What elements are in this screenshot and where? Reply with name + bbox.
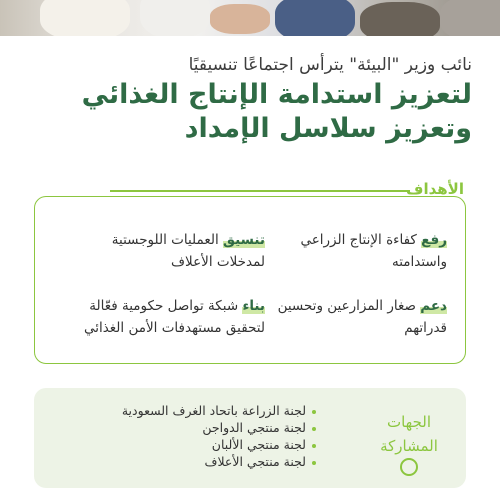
party-name: لجنة منتجي الدواجن [202,420,306,435]
goal-item [257,229,447,273]
goals-box [34,196,466,364]
bullet-icon [312,461,316,465]
bullet-icon [312,444,316,448]
headline [22,52,472,146]
goal-item [75,229,265,273]
goal-item [257,295,447,339]
parties-title: الجهات المشاركة [380,413,438,455]
bullet-icon [312,427,316,431]
list-item [122,436,316,453]
party-name: لجنة منتجي الأعلاف [204,454,306,469]
bullet-icon [312,410,316,414]
goal-text: صغار المزارعين وتحسين قدراتهم [277,298,447,336]
list-item [122,453,316,470]
list-item [122,419,316,436]
party-name: لجنة الزراعة باتحاد الغرف السعودية [121,403,306,418]
goal-text: كفاءة الإنتاج الزراعي واستدامته [300,232,447,270]
goal-text: شبكة تواصل حكومية فعّالة لتحقيق مستهدفات الأمن الغذائي [83,298,265,336]
goal-item [75,295,265,339]
goals-divider [110,190,410,192]
headline-title-line1: لتعزيز استدامة الإنتاج الغذائي [81,79,472,110]
location-pin-icon [400,458,418,476]
goal-keyword: بناء [242,298,265,314]
headline-title-line2: وتعزيز سلاسل الإمداد [184,113,472,144]
goals-label: الأهداف [406,180,464,198]
list-item [122,402,316,419]
parties-list [122,402,316,470]
parties-panel [34,388,466,488]
party-name: لجنة منتجي الألبان [211,437,306,452]
headline-subtitle: نائب وزير "البيئة" يترأس اجتماعًا تنسيقيًا [188,55,472,75]
goal-text: العمليات اللوجستية لمدخلات الأعلاف [111,232,265,270]
goal-keyword: رفع [421,232,447,248]
goal-keyword: دعم [420,298,447,314]
header-photo [0,0,500,36]
goal-keyword: تنسيق [223,232,265,248]
